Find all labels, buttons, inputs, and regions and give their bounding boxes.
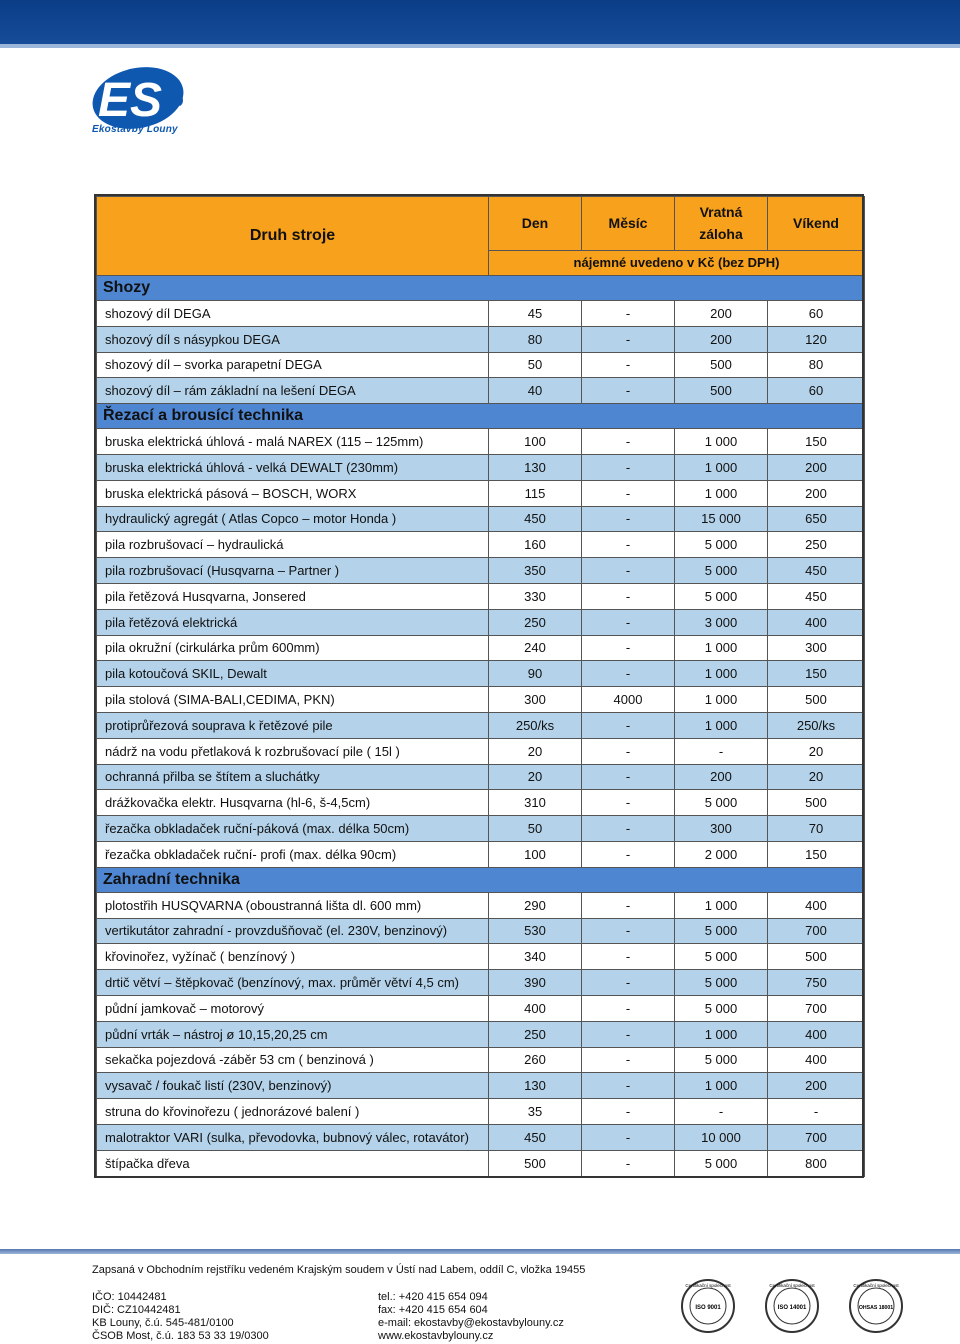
table-row [97, 635, 865, 661]
price-weekend: 500 [768, 687, 865, 713]
deposit: 5 000 [675, 790, 768, 816]
machine-name: nádrž na vodu přetlaková k rozbrušovací pile ( 15l ) [97, 738, 489, 764]
header-month: Měsíc [582, 197, 675, 251]
deposit: 1 000 [675, 661, 768, 687]
machine-name: vysavač / foukač listí (230V, benzinový) [97, 1073, 489, 1099]
table-row [97, 583, 865, 609]
table-row [97, 712, 865, 738]
table-row [97, 816, 865, 842]
machine-name: bruska elektrická pásová – BOSCH, WORX [97, 480, 489, 506]
price-day: 530 [489, 918, 582, 944]
section-header-row [97, 276, 865, 301]
footer-company-ids [92, 1291, 269, 1343]
footer-bank-csob: ČSOB Most, č.ú. 183 53 33 19/0300 [92, 1330, 269, 1342]
price-month: - [582, 816, 675, 842]
price-month: - [582, 352, 675, 378]
price-month: - [582, 506, 675, 532]
deposit: 5 000 [675, 583, 768, 609]
deposit: 200 [675, 326, 768, 352]
price-day: 100 [489, 841, 582, 867]
table-row [97, 892, 865, 918]
price-weekend: 800 [768, 1150, 865, 1176]
price-day: 45 [489, 301, 582, 327]
iso-9001-cert-seal [680, 1278, 736, 1334]
deposit: 1 000 [675, 1073, 768, 1099]
footer-fax: fax: +420 415 654 604 [378, 1304, 488, 1316]
machine-name: drážkovačka elektr. Husqvarna (hl-6, š-4,5cm) [97, 790, 489, 816]
price-weekend: 500 [768, 790, 865, 816]
machine-name: sekačka pojezdová -záběr 53 cm ( benzinová ) [97, 1047, 489, 1073]
table-row [97, 841, 865, 867]
footer-bank-kb: KB Louny, č.ú. 545-481/0100 [92, 1317, 234, 1329]
table-row [97, 480, 865, 506]
price-weekend: 60 [768, 301, 865, 327]
price-weekend: 400 [768, 609, 865, 635]
price-month: - [582, 764, 675, 790]
price-weekend: 750 [768, 970, 865, 996]
machine-name: půdní vrták – nástroj ø 10,15,20,25 cm [97, 1021, 489, 1047]
price-weekend: 80 [768, 352, 865, 378]
machine-name: pila řetězová elektrická [97, 609, 489, 635]
deposit: 5 000 [675, 995, 768, 1021]
price-month: - [582, 995, 675, 1021]
machine-name: plotostřih HUSQVARNA (oboustranná lišta dl. 600 mm) [97, 892, 489, 918]
footer-contacts [378, 1291, 564, 1343]
deposit: - [675, 738, 768, 764]
table-row [97, 454, 865, 480]
price-day: 80 [489, 326, 582, 352]
price-month: - [582, 583, 675, 609]
machine-name: shozový díl DEGA [97, 301, 489, 327]
price-weekend: 450 [768, 558, 865, 584]
price-weekend: 200 [768, 480, 865, 506]
price-day: 450 [489, 506, 582, 532]
price-weekend: - [768, 1099, 865, 1125]
price-day: 310 [489, 790, 582, 816]
machine-name: struna do křovinořezu ( jednorázové balení ) [97, 1099, 489, 1125]
price-month: - [582, 326, 675, 352]
deposit: 5 000 [675, 1150, 768, 1176]
iso-14001-cert-seal [764, 1278, 820, 1334]
table-row [97, 558, 865, 584]
table-row [97, 944, 865, 970]
table-row [97, 764, 865, 790]
price-day: 450 [489, 1124, 582, 1150]
price-month: - [582, 378, 675, 404]
price-weekend: 400 [768, 1021, 865, 1047]
deposit: 1 000 [675, 429, 768, 455]
machine-name: pila stolová (SIMA-BALI,CEDIMA, PKN) [97, 687, 489, 713]
price-month: - [582, 892, 675, 918]
deposit: 5 000 [675, 532, 768, 558]
price-weekend: 20 [768, 764, 865, 790]
table-row [97, 995, 865, 1021]
price-weekend: 150 [768, 841, 865, 867]
header-deposit-line2: záloha [699, 226, 743, 243]
table-row [97, 661, 865, 687]
price-day: 35 [489, 1099, 582, 1125]
section-header-row [97, 404, 865, 429]
machine-name: křovinořez, vyžínač ( benzínový ) [97, 944, 489, 970]
footer-email[interactable]: e-mail: ekostavby@ekostavbylouny.cz [378, 1317, 564, 1329]
machine-name: pila okružní (cirkulárka prům 600mm) [97, 635, 489, 661]
price-weekend: 700 [768, 1124, 865, 1150]
price-day: 40 [489, 378, 582, 404]
machine-name: bruska elektrická úhlová - velká DEWALT (230mm) [97, 454, 489, 480]
table-header-row [97, 197, 865, 251]
price-weekend: 150 [768, 429, 865, 455]
price-weekend: 70 [768, 816, 865, 842]
table-row [97, 326, 865, 352]
price-weekend: 400 [768, 892, 865, 918]
section-title: Shozy [97, 276, 865, 301]
machine-name: pila rozbrušovací – hydraulická [97, 532, 489, 558]
top-banner-stripe [0, 44, 960, 48]
header-day: Den [489, 197, 582, 251]
header-deposit-line1: Vratná [699, 204, 743, 221]
price-month: - [582, 609, 675, 635]
price-month: - [582, 454, 675, 480]
table-row [97, 687, 865, 713]
price-month: - [582, 738, 675, 764]
machine-name: hydraulický agregát ( Atlas Copco – motor Honda ) [97, 506, 489, 532]
price-day: 50 [489, 352, 582, 378]
footer-phone: tel.: +420 415 654 094 [378, 1291, 488, 1303]
deposit: 1 000 [675, 480, 768, 506]
machine-name: malotraktor VARI (sulka, převodovka, bubnový válec, rotavátor) [97, 1124, 489, 1150]
deposit: 1 000 [675, 635, 768, 661]
machine-name: pila kotoučová SKIL, Dewalt [97, 661, 489, 687]
deposit: 1 000 [675, 1021, 768, 1047]
price-month: - [582, 301, 675, 327]
price-table [96, 196, 865, 1177]
price-weekend: 300 [768, 635, 865, 661]
table-row [97, 352, 865, 378]
table-row [97, 301, 865, 327]
price-month: - [582, 429, 675, 455]
deposit: 1 000 [675, 712, 768, 738]
price-day: 400 [489, 995, 582, 1021]
machine-name: štípačka dřeva [97, 1150, 489, 1176]
price-day: 250/ks [489, 712, 582, 738]
machine-name: pila rozbrušovací (Husqvarna – Partner ) [97, 558, 489, 584]
table-row [97, 918, 865, 944]
price-day: 500 [489, 1150, 582, 1176]
price-weekend: 400 [768, 1047, 865, 1073]
price-weekend: 120 [768, 326, 865, 352]
registration-text: Zapsaná v Obchodním rejstříku vedeném Krajským soudem v Ústí nad Labem, oddíl C, vložka 19455 [92, 1264, 586, 1276]
price-day: 300 [489, 687, 582, 713]
price-day: 130 [489, 1073, 582, 1099]
footer-dic: DIČ: CZ10442481 [92, 1304, 181, 1316]
price-weekend: 700 [768, 918, 865, 944]
price-day: 115 [489, 480, 582, 506]
price-note: nájemné uvedeno v Kč (bez DPH) [489, 250, 865, 275]
price-day: 20 [489, 738, 582, 764]
deposit: 500 [675, 352, 768, 378]
table-row [97, 1073, 865, 1099]
deposit: 300 [675, 816, 768, 842]
price-day: 330 [489, 583, 582, 609]
table-row [97, 1150, 865, 1176]
price-month: - [582, 790, 675, 816]
price-month: - [582, 480, 675, 506]
table-row [97, 1021, 865, 1047]
price-day: 240 [489, 635, 582, 661]
price-day: 20 [489, 764, 582, 790]
price-day: 290 [489, 892, 582, 918]
price-month: - [582, 635, 675, 661]
deposit: - [675, 1099, 768, 1125]
price-day: 340 [489, 944, 582, 970]
price-month: - [582, 918, 675, 944]
price-weekend: 60 [768, 378, 865, 404]
price-month: - [582, 712, 675, 738]
price-month: - [582, 944, 675, 970]
price-weekend: 650 [768, 506, 865, 532]
price-weekend: 150 [768, 661, 865, 687]
price-month: - [582, 1047, 675, 1073]
deposit: 10 000 [675, 1124, 768, 1150]
footer-ico: IČO: 10442481 [92, 1291, 167, 1303]
ohsas-18001-cert-seal [848, 1278, 904, 1334]
section-title: Řezací a brousící technika [97, 404, 865, 429]
header-machine-type: Druh stroje [97, 197, 489, 276]
cert-code-text: OHSAS 18001 [858, 1305, 894, 1311]
table-row [97, 429, 865, 455]
deposit: 5 000 [675, 970, 768, 996]
price-month: - [582, 1073, 675, 1099]
price-weekend: 200 [768, 1073, 865, 1099]
machine-name: shozový díl – svorka parapetní DEGA [97, 352, 489, 378]
price-day: 250 [489, 1021, 582, 1047]
machine-name: půdní jamkovač – motorový [97, 995, 489, 1021]
price-month: - [582, 1150, 675, 1176]
table-row [97, 609, 865, 635]
price-day: 100 [489, 429, 582, 455]
table-row [97, 378, 865, 404]
machine-name: řezačka obkladaček ruční- profi (max. délka 90cm) [97, 841, 489, 867]
price-day: 90 [489, 661, 582, 687]
header-weekend: Víkend [768, 197, 865, 251]
price-weekend: 450 [768, 583, 865, 609]
top-banner [0, 0, 960, 44]
logo-text: ES [98, 74, 163, 127]
price-day: 160 [489, 532, 582, 558]
machine-name: bruska elektrická úhlová - malá NAREX (115 – 125mm) [97, 429, 489, 455]
footer-website[interactable]: www.ekostavbylouny.cz [378, 1330, 494, 1342]
table-row [97, 506, 865, 532]
deposit: 1 000 [675, 892, 768, 918]
deposit: 5 000 [675, 918, 768, 944]
price-month: - [582, 558, 675, 584]
machine-name: drtič větví – štěpkovač (benzínový, max. průměr větví 4,5 cm) [97, 970, 489, 996]
deposit: 200 [675, 764, 768, 790]
table-row [97, 738, 865, 764]
price-weekend: 250/ks [768, 712, 865, 738]
cert-ring-text: Certifikační společnost [853, 1283, 899, 1288]
machine-name: shozový díl – rám základní na lešení DEGA [97, 378, 489, 404]
header-deposit [675, 197, 768, 251]
table-row [97, 1124, 865, 1150]
deposit: 200 [675, 301, 768, 327]
table-row [97, 790, 865, 816]
machine-name: ochranná přilba se štítem a sluchátky [97, 764, 489, 790]
table-row [97, 1099, 865, 1125]
price-day: 350 [489, 558, 582, 584]
price-month: - [582, 1099, 675, 1125]
machine-name: pila řetězová Husqvarna, Jonsered [97, 583, 489, 609]
price-month: 4000 [582, 687, 675, 713]
footer-stripe [0, 1249, 960, 1254]
machine-name: protiprůřezová souprava k řetězové pile [97, 712, 489, 738]
deposit: 3 000 [675, 609, 768, 635]
price-month: - [582, 970, 675, 996]
table-row [97, 970, 865, 996]
deposit: 5 000 [675, 1047, 768, 1073]
price-weekend: 700 [768, 995, 865, 1021]
deposit: 500 [675, 378, 768, 404]
price-weekend: 500 [768, 944, 865, 970]
price-day: 130 [489, 454, 582, 480]
deposit: 15 000 [675, 506, 768, 532]
price-day: 250 [489, 609, 582, 635]
price-day: 390 [489, 970, 582, 996]
deposit: 1 000 [675, 687, 768, 713]
deposit: 5 000 [675, 558, 768, 584]
deposit: 5 000 [675, 944, 768, 970]
machine-name: řezačka obkladaček ruční-páková (max. délka 50cm) [97, 816, 489, 842]
price-day: 260 [489, 1047, 582, 1073]
cert-code-text: ISO 9001 [695, 1305, 721, 1311]
machine-name: vertikutátor zahradní - provzdušňovač (el. 230V, benzinový) [97, 918, 489, 944]
price-weekend: 250 [768, 532, 865, 558]
price-month: - [582, 532, 675, 558]
price-day: 50 [489, 816, 582, 842]
table-row [97, 1047, 865, 1073]
price-month: - [582, 661, 675, 687]
price-weekend: 200 [768, 454, 865, 480]
machine-name: shozový díl s násypkou DEGA [97, 326, 489, 352]
price-month: - [582, 1021, 675, 1047]
price-month: - [582, 841, 675, 867]
section-title: Zahradní technika [97, 867, 865, 892]
cert-ring-text: Certifikační společnost [769, 1283, 815, 1288]
price-weekend: 20 [768, 738, 865, 764]
price-month: - [582, 1124, 675, 1150]
section-header-row [97, 867, 865, 892]
deposit: 1 000 [675, 454, 768, 480]
logo-caption: Ekostavby Louny [92, 124, 178, 135]
deposit: 2 000 [675, 841, 768, 867]
table-row [97, 532, 865, 558]
cert-code-text: ISO 14001 [777, 1305, 807, 1311]
cert-ring-text: Certifikační společnost [685, 1283, 731, 1288]
